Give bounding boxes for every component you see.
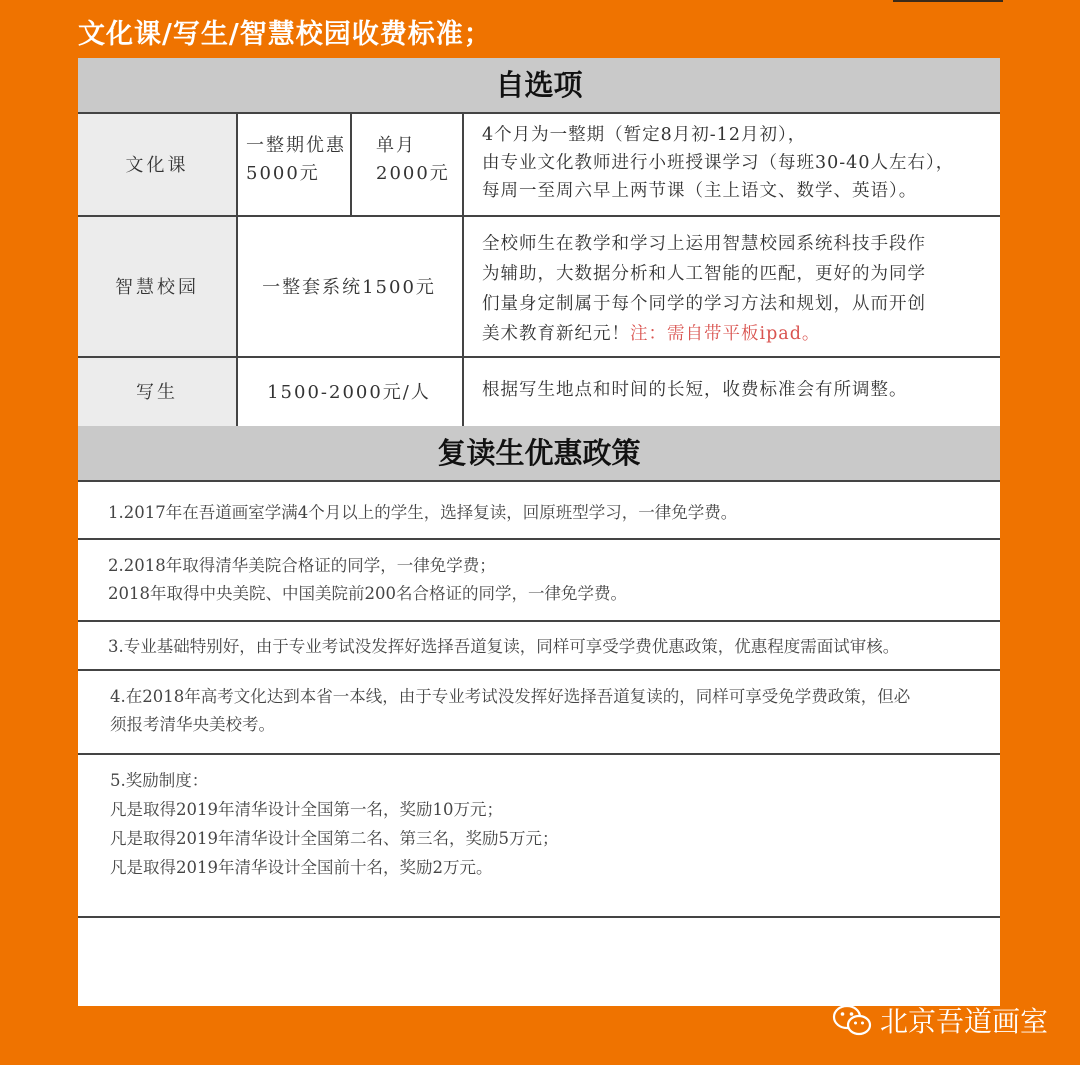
smart-desc-line bbox=[482, 319, 988, 349]
smart-desc-line: 们量身定制属于每个同学的学习方法和规划，从而开创 bbox=[482, 294, 926, 314]
culture-desc-line: 由专业文化教师进行小班授课学习（每班30-40人左右）， bbox=[482, 153, 955, 173]
grid-line bbox=[78, 215, 1000, 217]
policy-line: 4.在2018年高考文化达到本省一本线，由于专业考试没发挥好选择吾道复读的，同样可享受免学费政策，但必 bbox=[110, 687, 911, 706]
optional-section-title: 自选项 bbox=[78, 58, 1000, 112]
culture-full-term-label: 一整期优惠 bbox=[246, 135, 346, 156]
culture-description bbox=[462, 121, 1000, 205]
policy-line: 2.2018年取得清华美院合格证的同学，一律免学费； bbox=[108, 556, 496, 575]
page-heading: 文化课/写生/智慧校园收费标准； bbox=[78, 19, 492, 50]
wechat-watermark bbox=[832, 1000, 1048, 1040]
policy-divider bbox=[78, 620, 1000, 622]
culture-monthly-price bbox=[376, 132, 466, 188]
row-name-sketching: 写生 bbox=[136, 382, 178, 403]
policy-line: 凡是取得2019年清华设计全国前十名，奖励2万元。 bbox=[110, 858, 493, 877]
culture-monthly-label: 单月 bbox=[376, 135, 416, 156]
policy-divider bbox=[78, 916, 1000, 918]
smart-desc-line: 为辅助，大数据分析和人工智能的匹配，更好的为同学 bbox=[482, 264, 926, 284]
smart-campus-price: 一整套系统1500元 bbox=[262, 276, 436, 298]
grid-line bbox=[236, 112, 238, 426]
ipad-note: 注：需自带平板ipad。 bbox=[630, 324, 821, 344]
culture-full-term-amount: 5000元 bbox=[246, 163, 320, 184]
grid-line bbox=[78, 356, 1000, 358]
optional-fee-table bbox=[78, 112, 1000, 426]
fee-card bbox=[78, 58, 1000, 1006]
policy-divider bbox=[78, 480, 1000, 482]
grid-line bbox=[462, 112, 464, 426]
culture-full-term-price bbox=[246, 132, 356, 188]
row-name-culture: 文化课 bbox=[125, 154, 189, 176]
policy-divider bbox=[78, 538, 1000, 540]
wechat-icon bbox=[832, 1003, 872, 1037]
policy-line: 凡是取得2019年清华设计全国第二名、第三名，奖励5万元； bbox=[110, 829, 559, 848]
policy-divider bbox=[78, 753, 1000, 755]
policy-section-title: 复读生优惠政策 bbox=[78, 426, 1000, 480]
policy-item-5 bbox=[78, 766, 1000, 882]
policy-line: 5.奖励制度： bbox=[110, 771, 209, 790]
culture-desc-line: 4个月为一整期（暂定8月初-12月初）， bbox=[482, 125, 807, 145]
policy-line: 凡是取得2019年清华设计全国第一名，奖励10万元； bbox=[110, 800, 503, 819]
policy-item-3 bbox=[78, 634, 1000, 660]
policy-item-2 bbox=[78, 552, 1000, 608]
policy-line: 3.专业基础特别好，由于专业考试没发挥好选择吾道复读，同样可享受学费优惠政策，优惠程度需面试审核。 bbox=[108, 637, 900, 656]
smart-desc-last: 美术教育新纪元！ bbox=[482, 324, 630, 344]
policy-divider bbox=[78, 669, 1000, 671]
sketching-description: 根据写生地点和时间的长短，收费标准会有所调整。 bbox=[482, 380, 908, 400]
wechat-account-name: 北京吾道画室 bbox=[880, 1005, 1049, 1038]
policy-line: 1.2017年在吾道画室学满4个月以上的学生，选择复读，回原班型学习，一律免学费。 bbox=[108, 503, 738, 522]
top-divider-line bbox=[893, 0, 1003, 2]
row-name-smart-campus: 智慧校园 bbox=[115, 276, 199, 298]
policy-item-4 bbox=[78, 683, 1000, 739]
culture-monthly-amount: 2000元 bbox=[376, 163, 450, 184]
culture-desc-line: 每周一至周六早上两节课（主上语文、数学、英语）。 bbox=[482, 181, 918, 201]
sketching-price: 1500-2000元/人 bbox=[267, 382, 431, 403]
grid-line bbox=[78, 112, 1000, 114]
grid-line bbox=[350, 112, 352, 215]
policy-line: 2018年取得中央美院、中国美院前200名合格证的同学，一律免学费。 bbox=[108, 584, 627, 603]
smart-campus-description bbox=[462, 229, 1000, 349]
policy-item-1 bbox=[78, 500, 1000, 526]
smart-desc-line: 全校师生在教学和学习上运用智慧校园系统科技手段作 bbox=[482, 234, 926, 254]
policy-line: 须报考清华央美校考。 bbox=[110, 715, 275, 734]
